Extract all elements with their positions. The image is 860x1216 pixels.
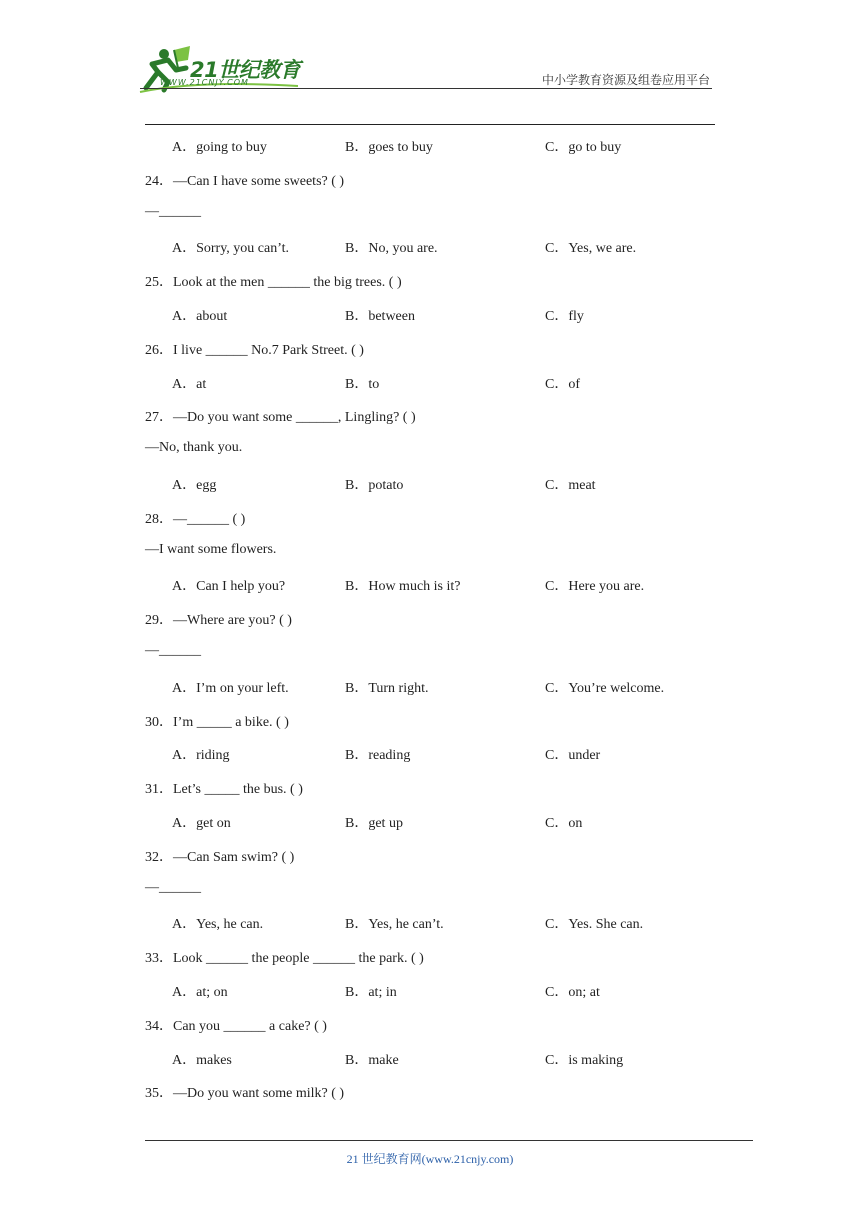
option-b: B．to	[345, 377, 380, 392]
option-c: C．Here you are.	[545, 579, 645, 594]
logo-url: WWW.21CNJY.COM	[160, 78, 249, 87]
option-a: A．riding	[172, 748, 230, 763]
question-line: —No, thank you.	[145, 440, 243, 455]
content-divider	[145, 124, 715, 125]
question-line: 33．Look ______ the people ______ the park. ( )	[145, 951, 424, 966]
question-line: 27．—Do you want some ______, Lingling? ( )	[145, 410, 416, 425]
question-line: —______	[145, 643, 201, 658]
option-c: C．Yes. She can.	[545, 917, 644, 932]
option-a: A．at; on	[172, 985, 228, 1000]
option-b: B．get up	[345, 816, 403, 831]
option-a: A．Yes, he can.	[172, 917, 264, 932]
option-a: A．Sorry, you can’t.	[172, 241, 290, 256]
footer-divider	[145, 1140, 753, 1141]
option-b: B．goes to buy	[345, 140, 433, 155]
option-c: C．You’re welcome.	[545, 681, 665, 696]
option-b: B．at; in	[345, 985, 397, 1000]
option-c: C．on; at	[545, 985, 600, 1000]
logo-text: 21世纪教育	[190, 58, 301, 82]
question-line: 35．—Do you want some milk? ( )	[145, 1086, 345, 1101]
option-b: B．Turn right.	[345, 681, 429, 696]
option-c: C．fly	[545, 309, 584, 324]
option-a: A．I’m on your left.	[172, 681, 289, 696]
question-line: 30．I’m _____ a bike. ( )	[145, 715, 289, 730]
option-a: A．makes	[172, 1053, 232, 1068]
option-c: C．go to buy	[545, 140, 622, 155]
question-line: 26．I live ______ No.7 Park Street. ( )	[145, 343, 364, 358]
option-b: B．between	[345, 309, 415, 324]
footer-text: 21 世纪教育网(www.21cnjy.com)	[346, 1152, 514, 1166]
option-b: B．reading	[345, 748, 411, 763]
question-line: 34．Can you ______ a cake? ( )	[145, 1019, 327, 1034]
option-a: A．egg	[172, 478, 217, 493]
option-c: C．on	[545, 816, 583, 831]
platform-title: 中小学教育资源及组卷应用平台	[541, 73, 710, 87]
question-line: 25．Look at the men ______ the big trees. ( )	[145, 275, 402, 290]
question-line: —______	[145, 204, 201, 219]
question-line: —______	[145, 880, 201, 895]
option-a: A．get on	[172, 816, 231, 831]
question-line: 31．Let’s _____ the bus. ( )	[145, 782, 303, 797]
option-a: A．at	[172, 377, 207, 392]
option-b: B．make	[345, 1053, 399, 1068]
question-line: 24．—Can I have some sweets? ( )	[145, 174, 345, 189]
option-a: A．about	[172, 309, 228, 324]
option-c: C．of	[545, 377, 580, 392]
question-line: 29．—Where are you? ( )	[145, 613, 292, 628]
question-line: 32．—Can Sam swim? ( )	[145, 850, 295, 865]
question-line: 28．—______ ( )	[145, 512, 246, 527]
option-b: B．Yes, he can’t.	[345, 917, 444, 932]
option-c: C．is making	[545, 1053, 624, 1068]
option-b: B．How much is it?	[345, 579, 461, 594]
option-c: C．under	[545, 748, 601, 763]
header-divider	[140, 88, 712, 89]
option-c: C．meat	[545, 478, 596, 493]
option-b: B．potato	[345, 478, 404, 493]
option-c: C．Yes, we are.	[545, 241, 637, 256]
option-a: A．Can I help you?	[172, 579, 286, 594]
question-line: —I want some flowers.	[145, 542, 277, 557]
option-b: B．No, you are.	[345, 241, 438, 256]
option-a: A．going to buy	[172, 140, 267, 155]
